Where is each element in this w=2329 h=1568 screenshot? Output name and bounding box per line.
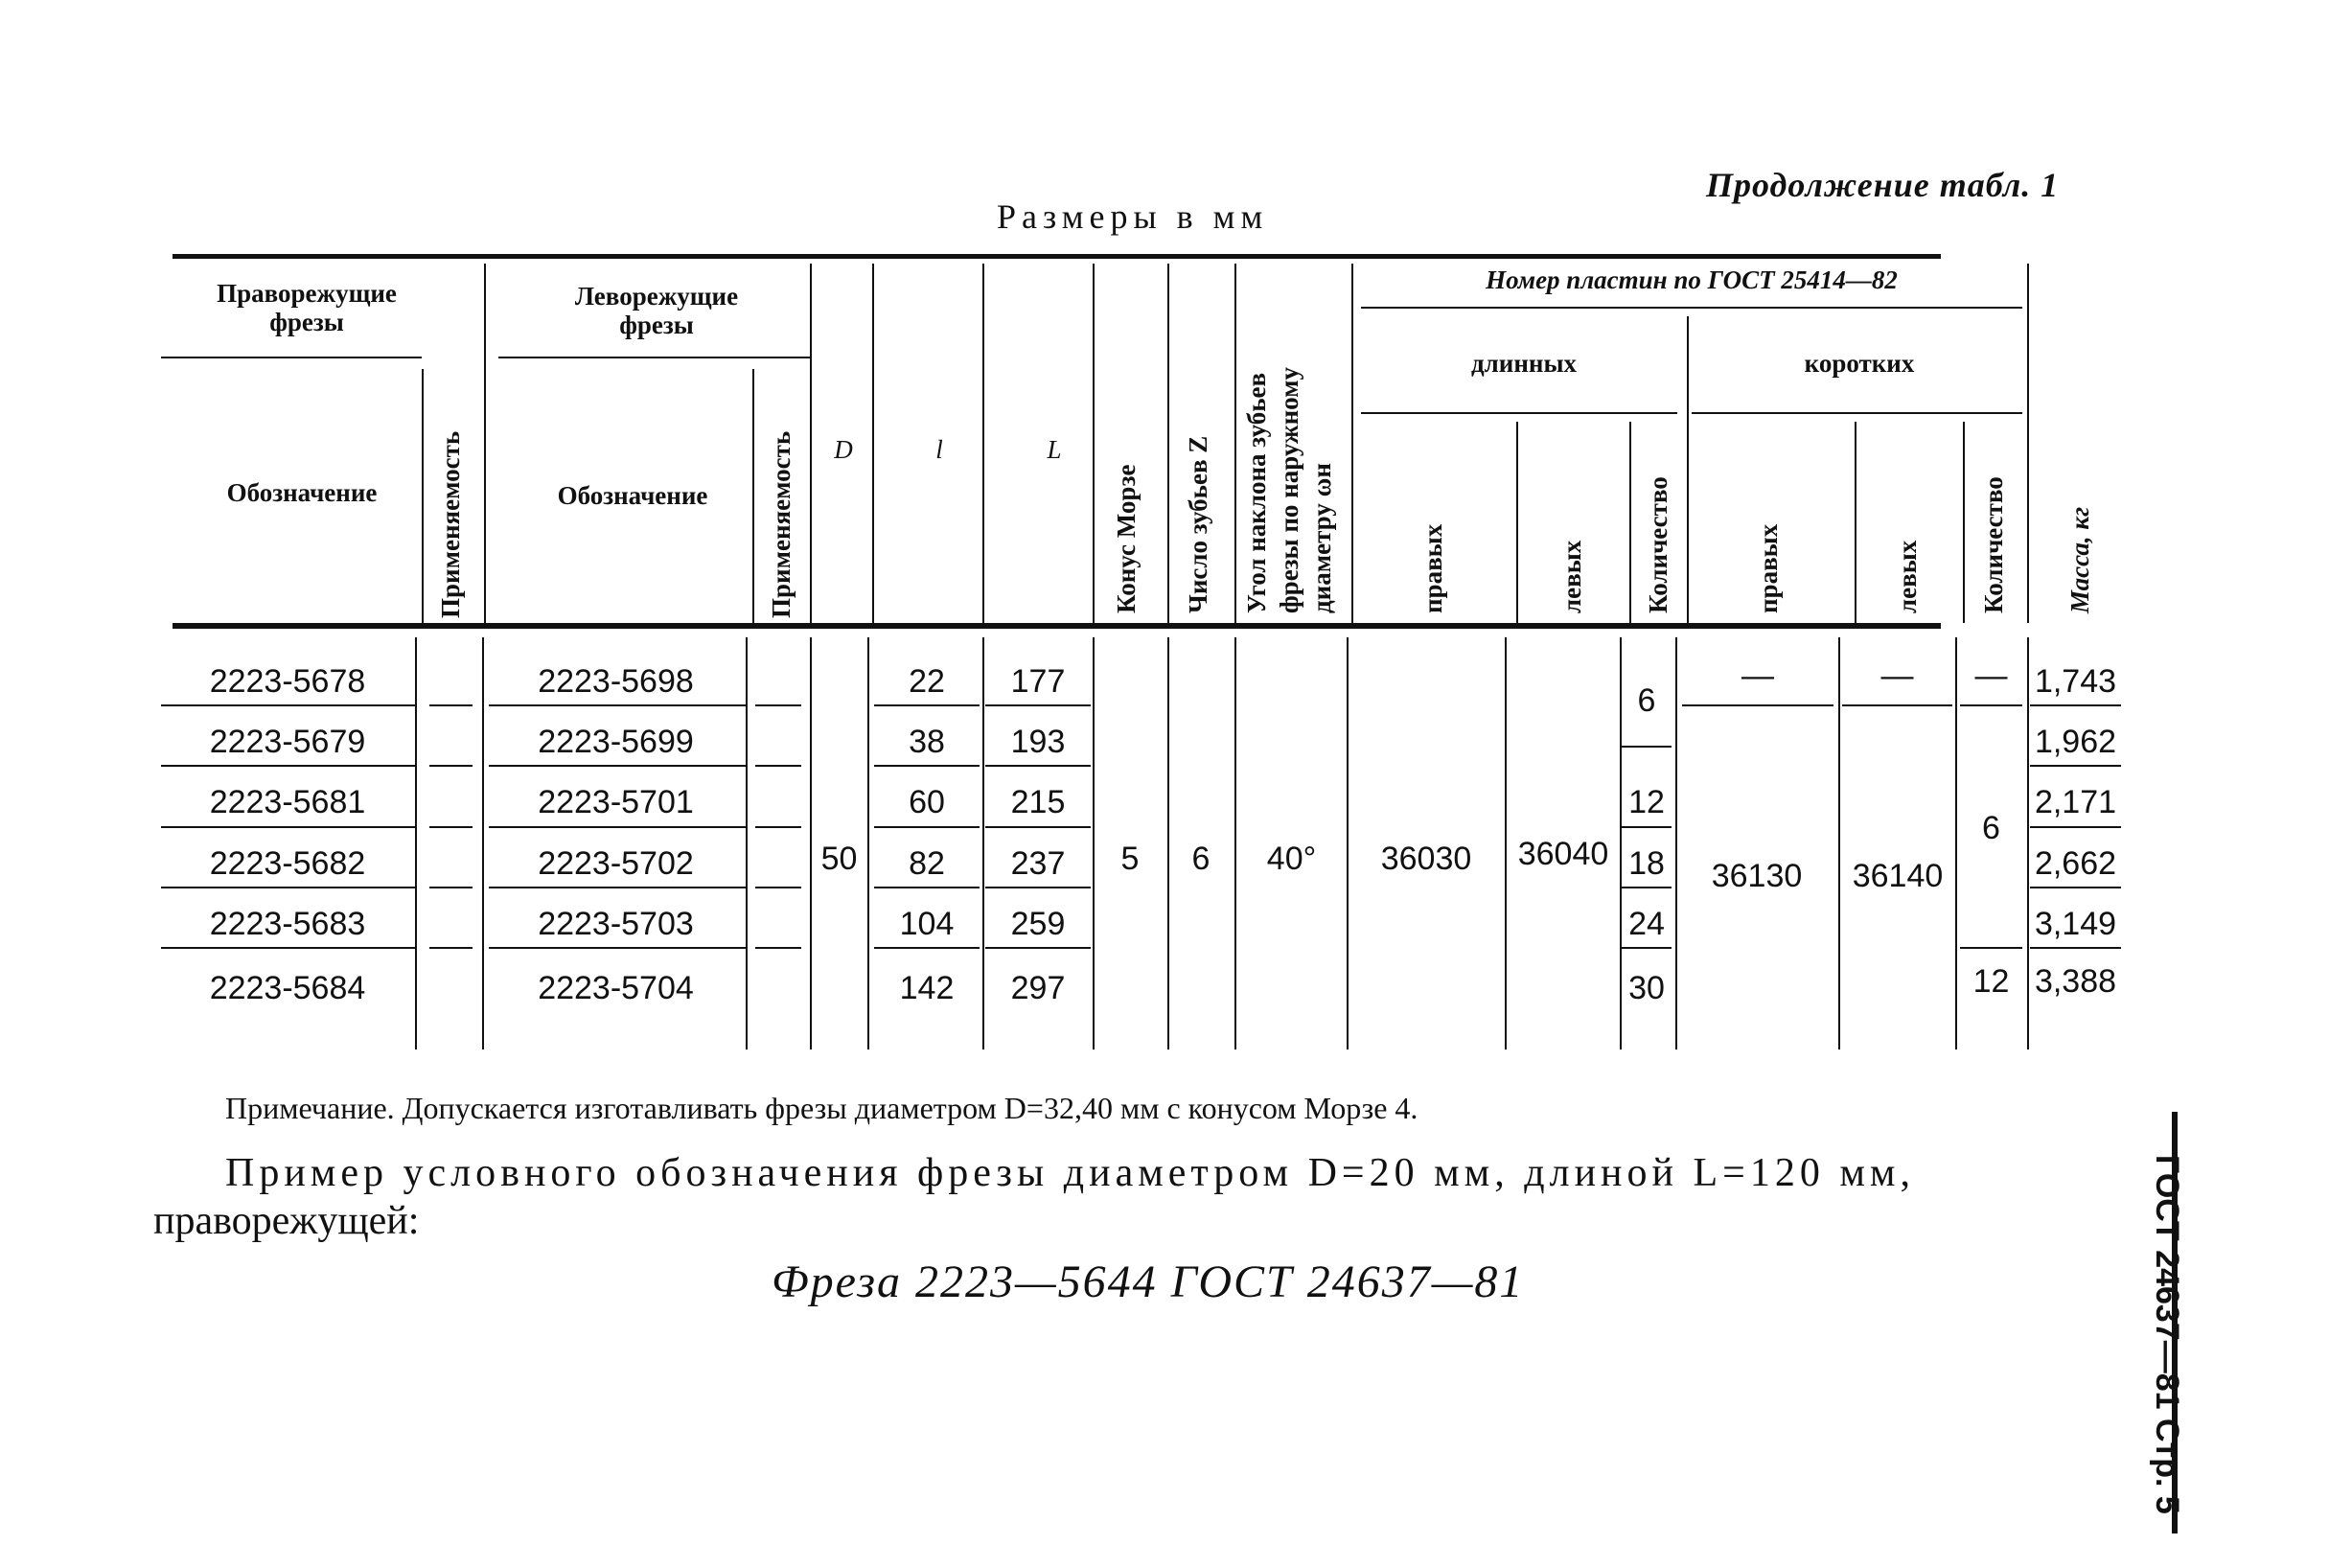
shared-morse: 5 xyxy=(1120,841,1140,877)
header-applicability-right: Применяемость xyxy=(436,430,465,618)
shared-angle: 40° xyxy=(1266,841,1317,877)
shared-short-left: 36140 xyxy=(1852,858,1944,894)
header-morse-cone: Конус Морзе xyxy=(1112,464,1141,613)
header-long-right: правых xyxy=(1418,523,1447,613)
header-applicability-left: Применяемость xyxy=(767,430,796,618)
rule-plates-group xyxy=(1361,307,2022,309)
shared-long-right: 36030 xyxy=(1380,841,1472,877)
long-qty-3: 18 xyxy=(1628,845,1665,882)
table-top-rule xyxy=(173,254,1941,259)
header-L: L xyxy=(1047,435,1062,464)
long-qty-4: 24 xyxy=(1628,906,1665,942)
units-caption: Размеры в мм xyxy=(997,197,1269,236)
side-page-caption: ГОСТ 24637—81 Стр. 5 xyxy=(2149,1155,2185,1514)
rule-left-group xyxy=(498,357,810,358)
rule-short-group xyxy=(1692,412,2022,414)
short-qty-2: 12 xyxy=(1972,963,2010,1000)
header-right-cutters: Праворежущие фрезы xyxy=(217,279,397,336)
example-formula: Фреза 2223—5644 ГОСТ 24637—81 xyxy=(772,1257,1525,1307)
header-long-qty: Количество xyxy=(1644,476,1672,613)
shared-teeth: 6 xyxy=(1191,841,1211,877)
short-qty-1: 6 xyxy=(1982,810,2000,846)
header-designation-right: Обозначение xyxy=(226,478,378,507)
long-qty-1: 6 xyxy=(1637,682,1656,719)
table-note: Примечание. Допускается изготавливать фрезы диаметром D=32,40 мм с конусом Морзе 4. xyxy=(225,1091,1418,1125)
dash-short-left: — xyxy=(1880,657,1914,694)
long-qty-2: 12 xyxy=(1628,784,1665,820)
dimensions-table: Праворежущие фрезы Леворежущие фрезы Обозначение Обозначение Применяемость Применяемость D l L Конус Морзе Число зубьев Z Угол наклона зубьев фрезы по наружному диаметру ωн Номер пластин по ГОСТ 25414—82 длинных коротких правых левых Количество правых левых Количество Масса, кг 2223-5678 2223-5698 22 177 1,743 2223-5679 2223-5699 38 193 1,962 2223-5681 2223-5701 60 215 2,171 2223-5682 2223-5702 82 237 2,662 2223-5683 2223-5703 104 259 3,149 2223-5684 2223-5704 142 297 3,388 50 5 6 40° 36030 36040 6 12 18 24 30 36130 36140 6 12 — — — xyxy=(0,0,2329,1568)
shared-D: 50 xyxy=(820,841,858,877)
rule-right-group xyxy=(161,357,422,358)
rule-long-group xyxy=(1361,412,1677,414)
shared-short-right: 36130 xyxy=(1711,858,1803,894)
header-l: l xyxy=(935,435,943,464)
header-mass: Масса, кг xyxy=(2065,506,2094,613)
header-short-right: правых xyxy=(1754,523,1783,613)
header-short-plates: коротких xyxy=(1804,349,1915,378)
shared-long-left: 36040 xyxy=(1517,836,1609,872)
example-text-line2: праворежущей: xyxy=(153,1199,420,1243)
header-long-plates: длинных xyxy=(1470,349,1578,378)
header-short-left: левых xyxy=(1893,540,1922,613)
dash-short-qty: — xyxy=(1974,657,2008,694)
header-long-left: левых xyxy=(1557,540,1586,613)
example-text-line1: Пример условного обозначения фрезы диаметром D=20 мм, длиной L=120 мм, xyxy=(225,1151,1916,1195)
continuation-label: Продолжение табл. 1 xyxy=(1706,166,2060,204)
header-left-cutters: Леворежущие фрезы xyxy=(574,282,739,339)
header-plate-numbers: Номер пластин по ГОСТ 25414—82 xyxy=(1486,265,1898,294)
header-helix-angle: Угол наклона зубьев фрезы по наружному диаметру ωн xyxy=(1242,366,1336,613)
header-short-qty: Количество xyxy=(1979,476,2008,613)
header-bottom-rule xyxy=(173,623,1941,629)
header-teeth-count: Число зубьев Z xyxy=(1184,435,1212,613)
header-designation-left: Обозначение xyxy=(557,481,708,510)
long-qty-5: 30 xyxy=(1628,970,1665,1006)
header-D: D xyxy=(834,435,853,464)
dash-short-right: — xyxy=(1741,657,1774,694)
